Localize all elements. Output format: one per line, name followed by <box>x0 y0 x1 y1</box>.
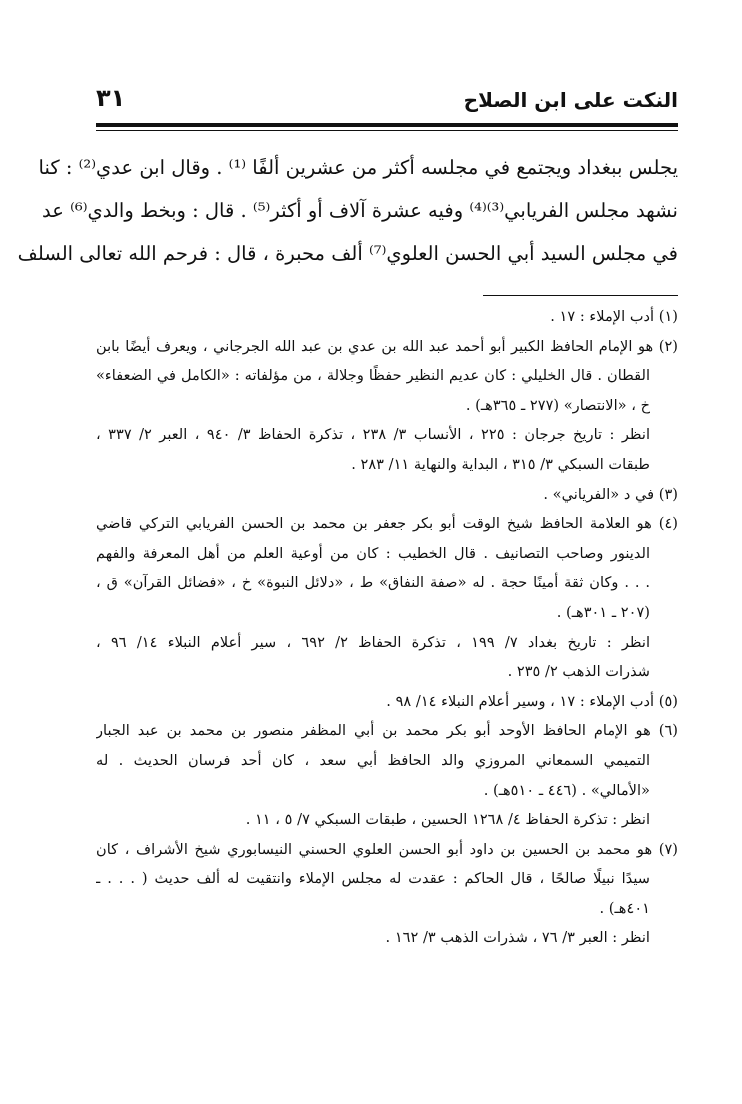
footnote-line: «الأمالي» . (٤٤٦ ـ ٥١٠هـ) . <box>483 781 650 799</box>
footnote-line: خ ، «الانتصار» (٢٧٧ ـ ٣٦٥هـ) . <box>465 396 650 414</box>
page-number: ٣١ <box>96 84 126 112</box>
footnote-line: الدينور وصاحب التصانيف . قال الخطيب : كان من أوعية العلم من أهل المعرفة والفهم <box>96 544 650 562</box>
footnote-line: انظر : تاريخ جرجان : ٢٢٥ ، الأنساب ٣/ ٢٣٨ ، تذكرة الحفاظ ٣/ ٩٤٠ ، العبر ٢/ ٣٣٧ ، <box>96 426 650 444</box>
footnote-6 <box>96 716 678 834</box>
footnote-line: (١) أدب الإملاء : ١٧ . <box>550 308 678 325</box>
footnote-line: القطان . قال الخليلي : كان عديم النظير حفظًا وجلالة ، من مؤلفاته : «الكامل في الضعفاء» <box>96 367 650 385</box>
header-rule-thick <box>96 123 678 127</box>
footnote-line: انظر : تاريخ بغداد ٧/ ١٩٩ ، تذكرة الحفاظ ٢/ ٦٩٢ ، سير أعلام النبلاء ١٤/ ٩٦ ، <box>96 633 651 651</box>
footnote-line: (٥) أدب الإملاء : ١٧ ، وسير أعلام النبلاء ١٤/ ٩٨ . <box>386 692 678 710</box>
main-text <box>17 146 678 275</box>
footnote-5 <box>96 687 678 717</box>
footnote-line: التميمي السمعاني المروزي والد الحافظ أبي سعد ، كان أحد فرسان الحديث . له <box>96 751 650 769</box>
page-header <box>96 82 678 118</box>
main-text-line: نشهد مجلس الفريابي⁽³⁾⁽⁴⁾ وفيه عشرة آلاف أو أكثر⁽⁵⁾ . قال : وبخط والدي⁽⁶⁾ عد <box>42 199 678 222</box>
running-title: النكت على ابن الصلاح <box>463 88 678 112</box>
footnote-separator <box>483 295 678 296</box>
footnote-3 <box>96 480 678 510</box>
footnote-line: (٦) هو الإمام الحافظ الأوحد أبو بكر محمد بن أبي المظفر منصور بن محمد بن عبد الجبار <box>96 722 678 740</box>
footnote-line: (٢) هو الإمام الحافظ الكبير أبو أحمد عبد الله بن عدي بن عبد الله الجرجاني ، ويعرف أيضًا بابن <box>96 337 678 355</box>
main-text-line: في مجلس السيد أبي الحسن العلوي⁽⁷⁾ ألف محبرة ، قال : فرحم الله تعالى السلف <box>17 242 678 265</box>
footnote-line: انظر : تذكرة الحفاظ ٤/ ١٢٦٨ الحسين ، طبقات السبكي ٧/ ٥ ، ١١ . <box>245 811 650 829</box>
footnote-2 <box>96 332 678 480</box>
footnote-7 <box>96 835 678 953</box>
main-text-line: يجلس ببغداد ويجتمع في مجلسه أكثر من عشرين ألفًا ⁽¹⁾ . وقال ابن عدي⁽²⁾ : كنا <box>38 156 678 179</box>
footnote-line: (٢٠٧ ـ ٣٠١هـ) . <box>556 603 650 621</box>
footnote-line: . . . وكان ثقة أمينًا حجة . له «صفة النفاق» ط ، «دلائل النبوة» خ ، «فضائل القرآن» ق ، <box>96 574 650 592</box>
footnote-line: طبقات السبكي ٣/ ٣١٥ ، البداية والنهاية ١١/ ٢٨٣ . <box>351 455 650 473</box>
footnote-line: (٣) في د «الفرياني» . <box>543 485 678 503</box>
footnotes <box>96 302 678 953</box>
header-rule-thin <box>96 130 678 131</box>
footnote-line: انظر : العبر ٣/ ٧٦ ، شذرات الذهب ٣/ ١٦٢ . <box>385 929 650 947</box>
footnote-1 <box>96 302 678 332</box>
footnote-line: ٤٠١هـ) . <box>599 899 650 917</box>
footnote-4 <box>96 509 678 687</box>
footnote-line: سيدًا نبيلًا صالحًا ، قال الحاكم : عقدت له مجلس الإملاء وانتقيت له ألف حديث ( . . . ـ <box>96 870 650 888</box>
footnote-line: شذرات الذهب ٢/ ٢٣٥ . <box>507 663 650 681</box>
footnote-line: (٧) هو محمد بن الحسين بن داود أبو الحسن العلوي الحسني النيسابوري شيخ الأشراف ، كان <box>96 840 678 858</box>
footnote-line: (٤) هو العلامة الحافظ شيخ الوقت أبو بكر جعفر بن محمد بن الحسن الفريابي التركي قاضي <box>96 515 678 533</box>
